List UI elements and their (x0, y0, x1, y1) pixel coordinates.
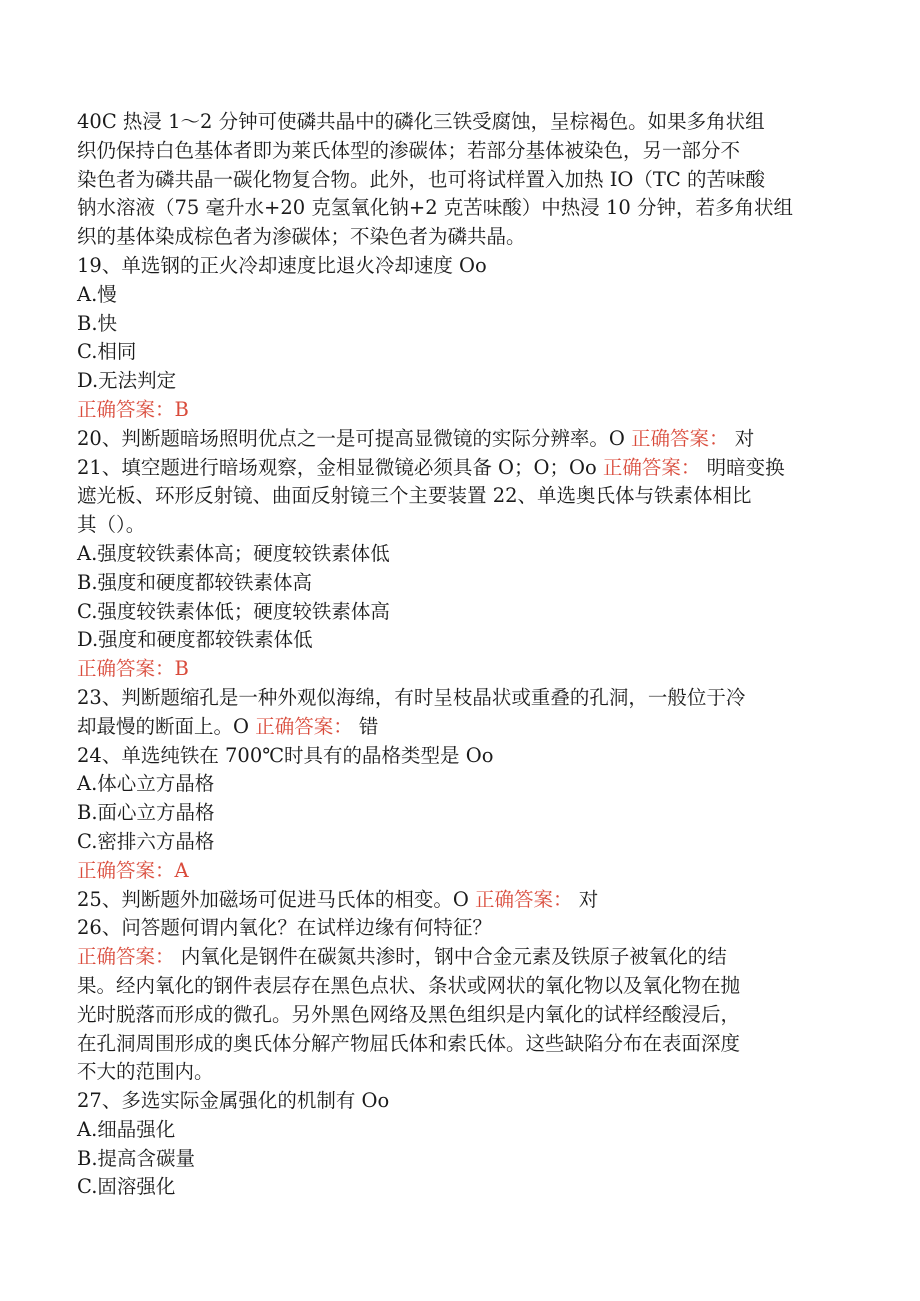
option-item: C.密排六方晶格 (77, 829, 215, 853)
answer-label: 正确答案： (77, 657, 175, 681)
paragraph-line: 钠水溶液（75 毫升水+20 克氢氧化钠+2 克苦味酸）中热浸 10 分钟，若多角状组 (77, 196, 794, 220)
answer-label: 正确答案： (602, 455, 701, 479)
option-item: B.快 (77, 311, 118, 335)
answer-label: 正确答案： (631, 426, 729, 450)
answer-24 (77, 857, 837, 886)
paragraph-line: 染色者为磷共晶一碳化物复合物。此外，也可将试样置入加热 IO（TC 的苦味酸 (77, 167, 766, 191)
question-26: 26、问答题何谓内氧化？在试样边缘有何特征？ (77, 916, 492, 940)
paragraph-line: 织的基体染成棕色者为渗碳体；不染色者为磷共晶。 (77, 225, 526, 249)
answer-label: 正确答案： (77, 945, 175, 969)
option-item: A.细晶强化 (77, 1117, 176, 1141)
option-item: B.强度和硬度都较铁素体高 (77, 570, 313, 594)
option-item: A.体心立方晶格 (77, 772, 215, 796)
option-item: C.固溶强化 (77, 1175, 176, 1199)
paragraph-line: 其（）。 (77, 513, 146, 537)
question-27: 27、多选实际金属强化的机制有 Oo (77, 1089, 390, 1113)
answer-line: 光时脱落而形成的微孔。另外黑色网络及黑色组织是内氧化的试样经酸浸后， (77, 1002, 741, 1026)
question-19: 19、单选钢的正火冷却速度比退火冷却速度 Oo (77, 253, 487, 277)
answer-value: B (174, 397, 189, 421)
answer-label: 正确答案： (77, 858, 175, 882)
answer-value: B (174, 657, 189, 681)
answer-label: 正确答案： (77, 397, 175, 421)
question-text: 21、填空题进行暗场观察，金相显微镜必须具备 O；O；Oo (77, 455, 603, 479)
answer-value: 错 (352, 714, 379, 738)
option-item: C.相同 (77, 340, 137, 364)
option-item: B.面心立方晶格 (77, 801, 215, 825)
answer-26 (77, 943, 837, 972)
question-text: 20、判断题暗场照明优点之一是可提高显微镜的实际分辨率。O (77, 426, 631, 450)
question-23-cont (77, 713, 837, 742)
answer-22 (77, 655, 837, 684)
option-item: C.强度较铁素体低；硬度较铁素体高 (77, 599, 390, 623)
option-item: D.无法判定 (77, 369, 177, 393)
answer-value: 明暗变换 (700, 455, 785, 479)
answer-value: 内氧化是钢件在碳氮共渗时，钢中合金元素及铁原子被氧化的结 (174, 945, 727, 969)
paragraph-line: 遮光板、环形反射镜、曲面反射镜三个主要装置 22、单选奥氏体与铁素体相比 (77, 484, 752, 508)
option-item: D.强度和硬度都较铁素体低 (77, 628, 313, 652)
answer-line: 不大的范围内。 (77, 1060, 214, 1084)
answer-label: 正确答案： (255, 714, 353, 738)
question-20 (77, 425, 837, 454)
answer-line: 在孔洞周围形成的奥氏体分解产物屈氏体和索氏体。这些缺陷分布在表面深度 (77, 1031, 741, 1055)
question-24: 24、单选纯铁在 700℃时具有的晶格类型是 Oo (77, 743, 494, 767)
option-item: B.提高含碳量 (77, 1146, 196, 1170)
option-item: A.慢 (77, 282, 117, 306)
answer-label: 正确答案： (475, 887, 573, 911)
paragraph-line: 40C 热浸 1～2 分钟可使磷共晶中的磷化三铁受腐蚀，呈棕褐色。如果多角状组 (77, 110, 765, 133)
answer-line: 果。经内氧化的钢件表层存在黑色点状、条状或网状的氧化物以及氧化物在抛 (77, 973, 741, 997)
question-text: 25、判断题外加磁场可促进马氏体的相变。O (77, 887, 475, 911)
answer-value: 对 (728, 426, 755, 450)
question-21 (77, 454, 837, 483)
document-body (77, 108, 837, 1202)
option-item: A.强度较铁素体高；硬度较铁素体低 (77, 541, 390, 565)
question-25 (77, 886, 837, 915)
paragraph-line: 织仍保持白色基体者即为莱氏体型的渗碳体；若部分基体被染色，另一部分不 (77, 138, 741, 162)
answer-value: A (174, 858, 189, 882)
question-text: 却最慢的断面上。O (77, 714, 256, 738)
question-23: 23、判断题缩孔是一种外观似海绵，有时呈枝晶状或重叠的孔洞，一般位于冷 (77, 685, 746, 709)
answer-19 (77, 396, 837, 425)
answer-value: 对 (572, 887, 599, 911)
